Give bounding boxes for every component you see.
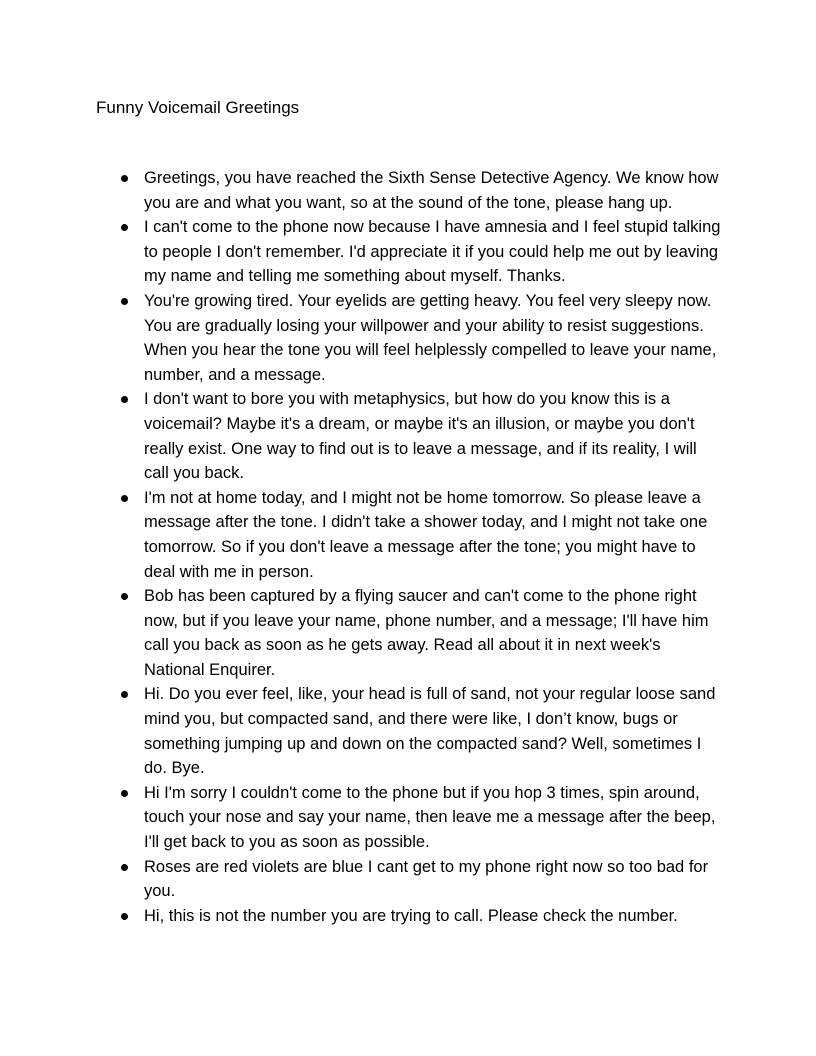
bullet-icon [121,224,128,231]
list-item [144,486,724,584]
list-item-text: I can't come to the phone now because I have amnesia and I feel stupid talking to people I don't remember. I'd appreciate it if you could help me out by leaving my name and telling me something about myself. Thanks. [144,218,721,286]
list-item-text: Hi, this is not the number you are trying to call. Please check the number. [144,906,678,925]
document-title: Funny Voicemail Greetings [96,98,300,117]
bullet-icon [121,691,128,698]
list-item-text: You're growing tired. Your eyelids are getting heavy. You feel very sleepy now. You are gradually losing your willpower and your ability to resist suggestions. When you hear the tone you will feel helplessly compelled to leave your name, number, and a message. [144,291,717,384]
bullet-icon [121,298,128,305]
list-item [144,289,724,387]
list-item-text: Bob has been captured by a flying saucer and can't come to the phone right now, but if you leave your name, phone number, and a message; I'll have him call you back as soon as he gets away. Read all about it in next week's National Enquirer. [144,587,709,679]
bullet-icon [121,864,128,871]
list-item [144,904,724,929]
bullet-icon [121,396,128,403]
list-item-text: I don't want to bore you with metaphysics, but how do you know this is a voicemail? Maybe it's a dream, or maybe it's an illusion, or maybe you don't really exist. One way to find out is to leave a message, and if its reality, I will call you back. [144,390,697,483]
list-item [144,387,724,485]
bullet-icon [121,913,128,920]
list-item-text: I'm not at home today, and I might not be home tomorrow. So please leave a message after the tone. I didn't take a shower today, and I might not take one tomorrow. So if you don't leave a message after the tone; you might have to deal with me in person. [144,488,708,581]
list-item [144,682,724,780]
list-item [144,584,724,682]
bullet-icon [121,790,128,797]
greetings-list [144,166,724,928]
bullet-icon [121,495,128,502]
list-item [144,781,724,855]
bullet-icon [121,593,128,600]
list-item-text: Greetings, you have reached the Sixth Sense Detective Agency. We know how you are and what you want, so at the sound of the tone, please hang up. [144,169,719,212]
list-item [144,855,724,904]
list-item-text: Roses are red violets are blue I cant get to my phone right now so too bad for you. [144,857,709,901]
list-item-text: Hi I'm sorry I couldn't come to the phone but if you hop 3 times, spin around, touch your nose and say your name, then leave me a message after the beep, I'll get back to you as soon as possible. [144,783,716,852]
list-item-text: Hi. Do you ever feel, like, your head is full of sand, not your regular loose sand mind you, but compacted sand, and there were like, I don’t know, bugs or something jumping up and down on the compacted sand? Well, sometimes I do. Bye. [144,685,716,778]
bullet-icon [121,175,128,182]
list-item [144,215,724,289]
list-item [144,166,724,215]
